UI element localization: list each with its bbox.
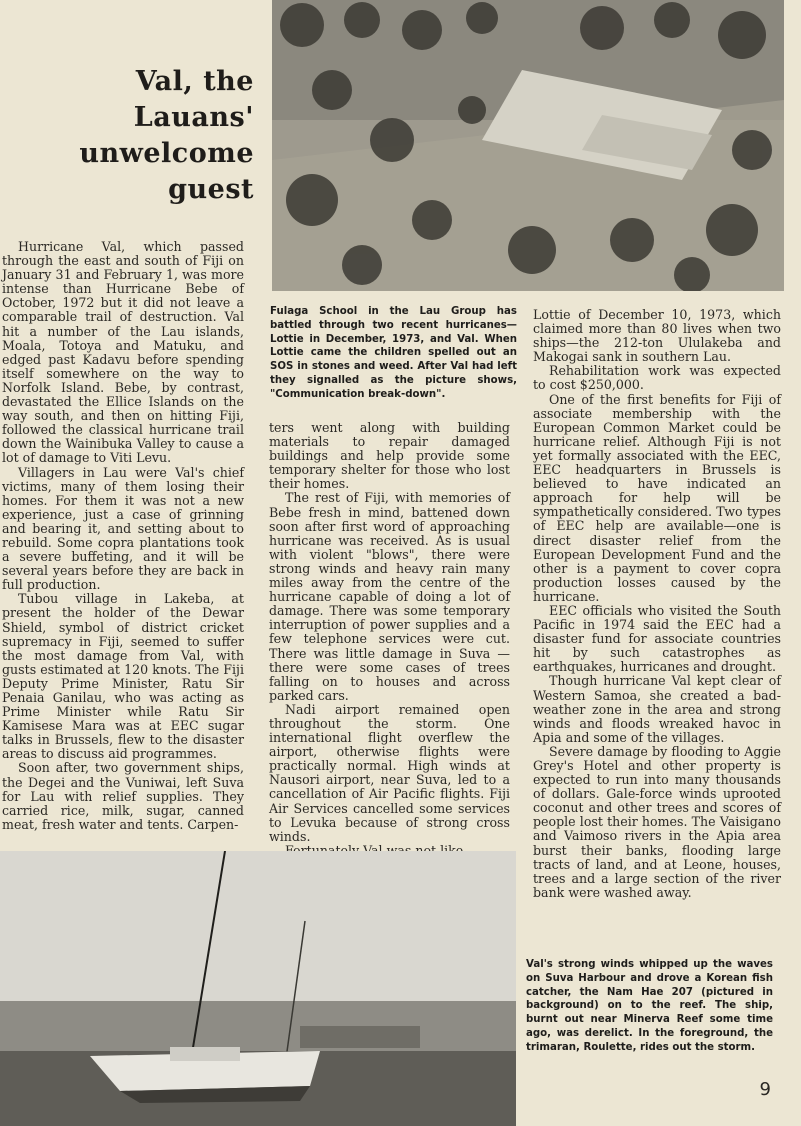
col3-paragraph: Lottie of December 10, 1973, which claimed more than 80 lives when two ships—the 212-ton Ululakeba and Makogai sank in southern Lau. [533,307,781,365]
col1-paragraph: Tubou village in Lakeba, at present the holder of the Dewar Shield, symbol of district cricket supremacy in Fiji, seemed to suffer the most damage from Val, with gusts estimated at 120 knots. The Fiji Deputy Prime Minister, Ratu Sir Penaia Ganilau, who was acting as Prime Minister while Ratu Sir Kamisese Mara was at EEC sugar talks in Brussels, flew to the disaster areas to discuss aid programmes. [2,591,244,762]
article-column-1 [2,240,244,832]
col3-paragraph: Severe damage by flooding to Aggie Grey's Hotel and other property is expected to run into many thousands of dollars. Gale-force winds uprooted coconut and other trees and scores of people lost their homes. The Vaisigano and Vaimoso rivers in the Apia area burst their banks, flooding large tracts of land, and at Leone, houses, trees and a large section of the river bank were washed away. [533,743,781,900]
col1-paragraph: Soon after, two government ships, the Degei and the Vuniwai, left Suva for Lau with relief supplies. They carried rice, milk, sugar, canned meat, fresh water and tents. Carpen- [2,760,244,832]
col2-paragraph: Nadi airport remained open throughout the storm. One international flight overflew the airport, otherwise flights were practically normal. High winds at Nausori airport, near Suva, led to a cancellation of Air Pacific flights. Fiji Air Services cancelled some services to Levuka because of strong cross winds. [269,701,510,844]
headline-line-1: Val, the [135,66,254,97]
headline-line-2: Lauans' [133,102,254,133]
top-photo-caption: Fulaga School in the Lau Group has battled through two recent hurricanes—Lottie in December, 1973, and Val. When Lottie came the children spelled out an SOS in stones and weed. After Val had left they signalled as the picture shows, "Communication break-down". [270,306,517,400]
col1-paragraph: Villagers in Lau were Val's chief victims, many of them losing their homes. For them it was not a new experience, just a case of grinning and bearing it, and setting about to rebuild. Some copra plantations took a severe buffeting, and it will be several years before they are back in full production. [2,464,244,593]
col1-paragraph: Hurricane Val, which passed through the east and south of Fiji on January 31 and February 1, was more intense than Hurricane Bebe of October, 1972 but it did not leave a comparable trail of destruction. Val hit a number of the Lau islands, Moala, Totoya and Matuku, and edged past Kadavu before spending itself somewhere on the way to Norfolk Island. Bebe, by contrast, devastated the Ellice Islands on the way south, and then on hitting Fiji, followed the classical hurricane trail down the Wainibuka Valley to cause a lot of damage to Viti Levu. [2,239,244,466]
col2-paragraph: The rest of Fiji, with memories of Bebe fresh in mind, battened down soon after first word of approaching hurricane was received. As is usual with violent "blows", there were strong winds and heavy rain many miles away from the centre of the hurricane capable of doing a lot of damage. There was some temporary interruption of power supplies and a few telephone services were cut. There was little damage in Suva —there were some cases of trees falling on to houses and across parked cars. [269,490,510,703]
page-number: 9 [759,1079,771,1100]
article-column-3 [533,308,781,900]
headline [20,64,254,208]
headline-line-3: unwelcome [79,138,254,169]
col3-paragraph: Though hurricane Val kept clear of Western Samoa, she created a bad-weather zone in the area and strong winds and floods wreaked havoc in Apia and some of the villages. [533,673,781,745]
col3-paragraph: One of the first benefits for Fiji of associate membership with the European Common Market could be hurricane relief. Although Fiji is not yet formally associated with the EEC, EEC headquarters in Brussels is believed to have indicated an approach for help will be sympathetically considered. Two types of EEC help are available—one is direct disaster relief from the European Development Fund and the other is a payment to cover copra production losses caused by the hurricane. [533,391,781,604]
bottom-photo-caption: Val's strong winds whipped up the waves on Suva Harbour and drove a Korean fish catcher, the Nam Hae 207 (pictured in background) on to the reef. The ship, burnt out near Minerva Reef some time ago, was derelict. In the foreground, the trimaran, Roulette, rides out the storm. [526,959,773,1053]
col2-paragraph: ters went along with building materials to repair damaged buildings and help provide some temporary shelter for those who lost their homes. [269,420,510,492]
fulaga-school-photo [272,0,784,291]
trimaran-storm-photo [0,851,516,1126]
article-column-2 [269,421,510,858]
col3-paragraph: EEC officials who visited the South Pacific in 1974 said the EEC had a disaster fund for associate countries hit by such catastrophes as earthquakes, hurricanes and drought. [533,602,781,675]
col3-paragraph: Rehabilitation work was expected to cost $250,000. [533,363,781,393]
headline-line-4: guest [168,174,254,205]
